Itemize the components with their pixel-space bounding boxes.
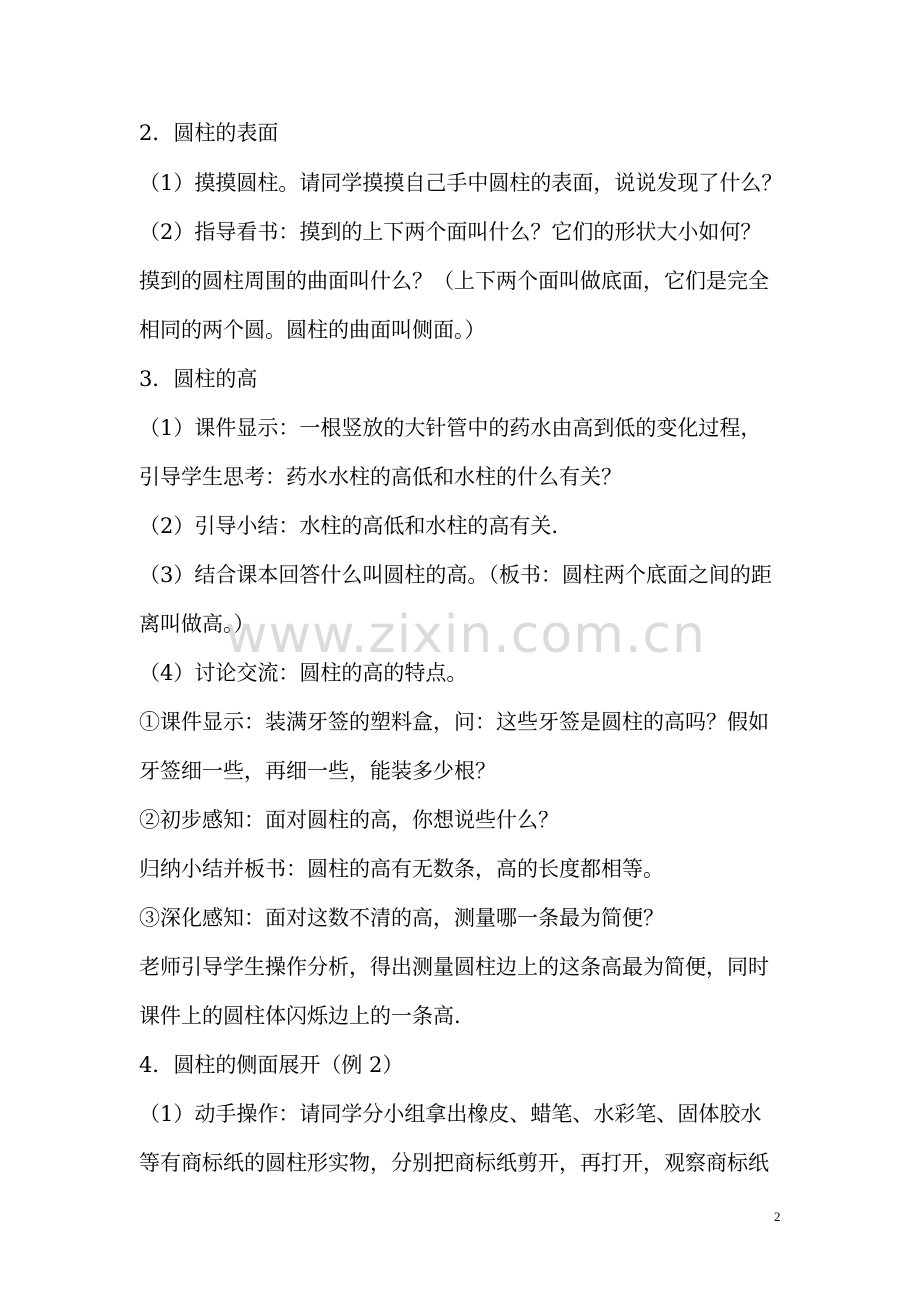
- paragraph-line: 老师引导学生操作分析，得出测量圆柱边上的这条高最为简便，同时: [139, 955, 769, 979]
- section-heading-lateral-surface: 4．圆柱的侧面展开（例 2）: [139, 1053, 404, 1077]
- paragraph-line: 归纳小结并板书：圆柱的高有无数条，高的长度都相等。: [139, 857, 664, 881]
- paragraph-line: （1）课件显示：一根竖放的大针管中的药水由高到低的变化过程，: [139, 416, 762, 440]
- paragraph-line: （1）动手操作：请同学分小组拿出橡皮、蜡笔、水彩笔、固体胶水: [139, 1102, 762, 1126]
- paragraph-line: （1）摸摸圆柱。请同学摸摸自己手中圆柱的表面，说说发现了什么？: [139, 171, 783, 195]
- paragraph-line: 引导学生思考：药水水柱的高低和水柱的什么有关？: [139, 465, 622, 489]
- paragraph-line: 离叫做高。）: [139, 612, 255, 636]
- paragraph-line: ①课件显示：装满牙签的塑料盒，问：这些牙签是圆柱的高吗？假如: [139, 710, 769, 734]
- paragraph-line: 摸到的圆柱周围的曲面叫什么？（上下两个面叫做底面，它们是完全: [139, 269, 769, 293]
- section-heading-cylinder-height: 3．圆柱的高: [139, 367, 258, 391]
- paragraph-line: ③深化感知：面对这数不清的高，测量哪一条最为简便？: [139, 906, 664, 930]
- paragraph-line: ②初步感知：面对圆柱的高，你想说些什么？: [139, 808, 559, 832]
- section-heading-cylinder-surface: 2．圆柱的表面: [139, 121, 279, 145]
- page-number: 2: [774, 1209, 781, 1224]
- paragraph-line: 课件上的圆柱体闪烁边上的一条高.: [139, 1004, 461, 1028]
- watermark: www.zixin.com.cn: [225, 605, 706, 665]
- paragraph-line: （4）讨论交流：圆柱的高的特点。: [139, 661, 468, 685]
- paragraph-line: （3）结合课本回答什么叫圆柱的高。（板书：圆柱两个底面之间的距: [139, 563, 772, 587]
- paragraph-line: （2）指导看书：摸到的上下两个面叫什么？它们的形状大小如何？: [139, 220, 762, 244]
- paragraph-line: （2）引导小结：水柱的高低和水柱的高有关.: [139, 514, 559, 538]
- paragraph-line: 相同的两个圆。圆柱的曲面叫侧面。）: [139, 318, 486, 342]
- paragraph-line: 等有商标纸的圆柱形实物，分别把商标纸剪开，再打开，观察商标纸: [139, 1151, 769, 1175]
- paragraph-line: 牙签细一些，再细一些，能装多少根？: [139, 759, 496, 783]
